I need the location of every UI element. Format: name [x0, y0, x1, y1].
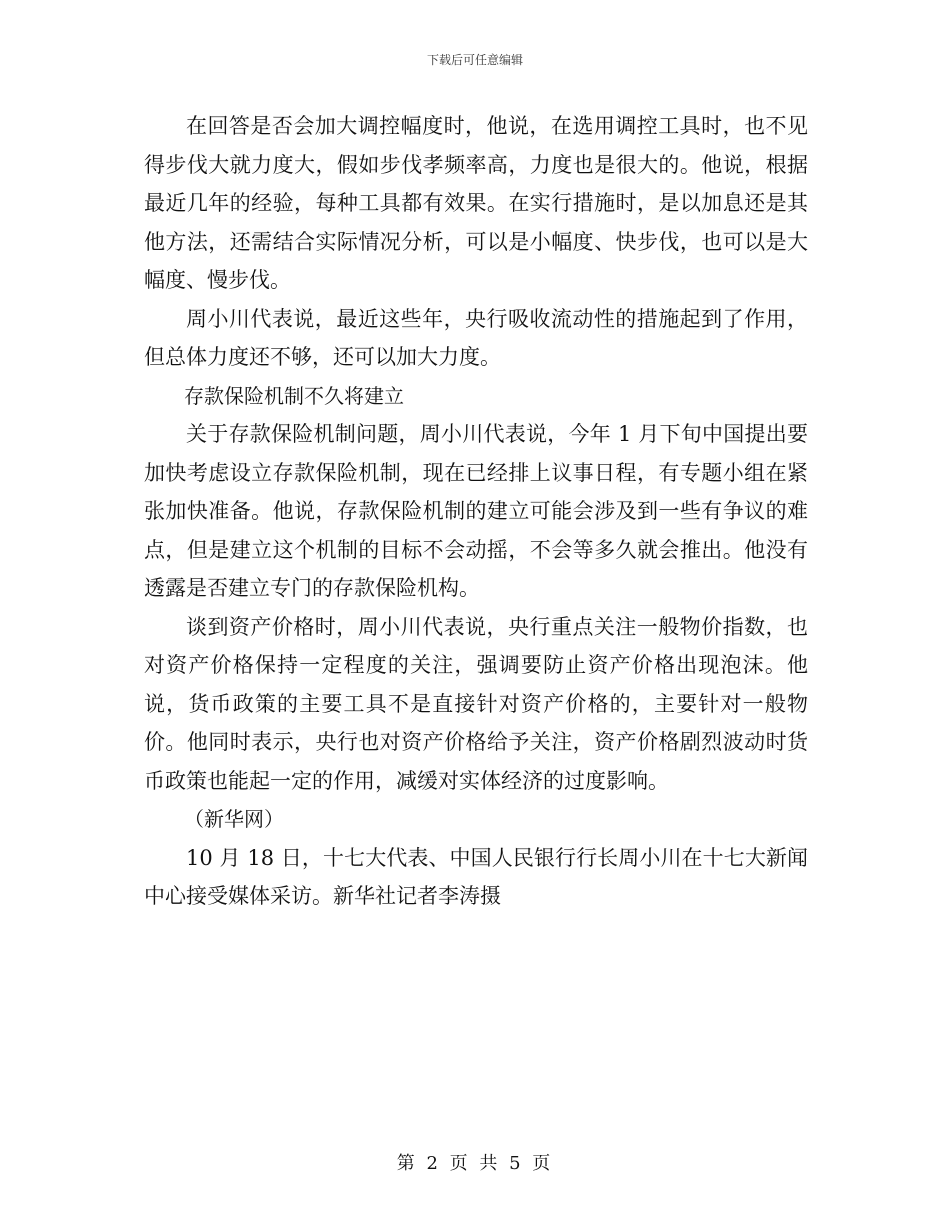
paragraph-deposit-insurance: 关于存款保险机制问题，周小川代表说，今年 1 月下旬中国提出要加快考虑设立存款保险机制，现在已经排上议事日程，有专题小组在紧张加快准备。他说，存款保险机制的建立可能会涉及到一些有争议的难点，但是建立这个机制的目标不会动摇，不会等多久就会推出。他没有透露是否建立专门的存款保险机构。	[144, 422, 808, 600]
section-heading-deposit-insurance: 存款保险机制不久将建立	[184, 383, 404, 408]
source-attribution: （新华网）	[184, 807, 284, 831]
page-number-footer: 第 2 页 共 5 页	[396, 1153, 554, 1174]
paragraph-adjustment-tools: 在回答是否会加大调控幅度时，他说，在选用调控工具时，也不见得步伐大就力度大，假如步伐孝频率高，力度也是很大的。他说，根据最近几年的经验，每种工具都有效果。在实行措施时，是以加息还是其他方法，还需结合实际情况分析，可以是小幅度、快步伐，也可以是大幅度、慢步伐。	[144, 114, 808, 292]
photo-caption: 10 月 18 日，十七大代表、中国人民银行行长周小川在十七大新闻中心接受媒体采访。新华社记者李涛摄	[144, 845, 808, 908]
paragraph-asset-prices: 谈到资产价格时，周小川代表说，央行重点关注一般物价指数，也对资产价格保持一定程度的关注，强调要防止资产价格出现泡沫。他说，货币政策的主要工具不是直接针对资产价格的，主要针对一般物价。他同时表示，央行也对资产价格给予关注，资产价格剧烈波动时货币政策也能起一定的作用，减缓对实体经济的过度影响。	[144, 614, 808, 793]
paragraph-liquidity-measures: 周小川代表说，最近这些年，央行吸收流动性的措施起到了作用，但总体力度还不够，还可以加大力度。	[144, 306, 808, 369]
document-body	[144, 107, 808, 916]
page-header-note: 下载后可任意编辑	[426, 53, 523, 67]
